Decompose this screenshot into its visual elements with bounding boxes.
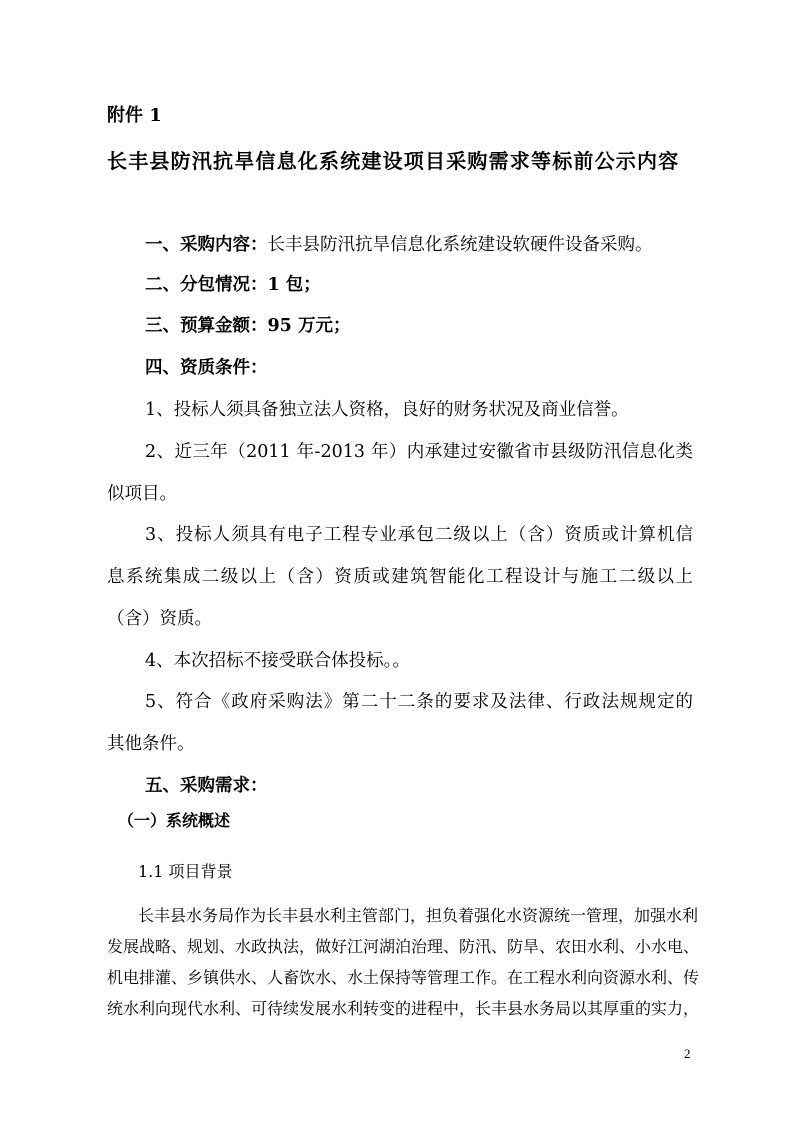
paragraph-line-1: 长丰县水务局作为长丰县水利主管部门，担负着强化水资源统一管理，加强水利 [138, 906, 699, 925]
section-text: 1 包； [267, 275, 321, 295]
section-text: 95 万元； [267, 316, 351, 336]
section-text: 长丰县防汛抗旱信息化系统建设软硬件设备采购。 [267, 235, 653, 255]
section-procurement-content [145, 233, 653, 257]
subsection-background-heading: 1.1 项目背景 [138, 862, 233, 881]
qualification-item-2-line-1: 2、近三年（2011 年-2013 年）内承建过安徽省市县级防汛信息化类 [145, 442, 693, 462]
qualification-item-3-line-3: （含）资质。 [107, 609, 212, 629]
qualification-item-3-line-1: 3、投标人须具有电子工程专业承包二级以上（含）资质或计算机信 [145, 525, 693, 545]
document-title: 长丰县防汛抗旱信息化系统建设项目采购需求等标前公示内容 [107, 149, 680, 173]
section-label: 二、分包情况： [145, 275, 268, 295]
qualification-item-5-line-2: 其他条件。 [107, 734, 195, 754]
section-qualification-heading: 四、资质条件： [145, 358, 268, 378]
section-budget [145, 314, 350, 338]
page-number: 2 [684, 1046, 691, 1061]
section-package [145, 273, 321, 297]
qualification-item-4: 4、本次招标不接受联合体投标。。 [145, 651, 410, 671]
paragraph-line-2: 发展战略、规划、水政执法，做好江河湖泊治理、防汛、防旱、农田水利、小水电、 [107, 937, 700, 956]
paragraph-line-4: 统水利向现代水利、可待续发展水利转变的进程中，长丰县水务局以其厚重的实力， [107, 999, 700, 1018]
section-label: 三、预算金额： [145, 316, 268, 336]
qualification-item-1: 1、投标人须具备独立法人资格，良好的财务状况及商业信誉。 [145, 400, 629, 420]
attachment-label: 附件 1 [107, 105, 162, 126]
paragraph-line-3: 机电排灌、乡镇供水、人畜饮水、水土保持等管理工作。在工程水利向资源水利、传 [107, 968, 700, 987]
qualification-item-2-line-2: 似项目。 [107, 484, 177, 504]
subsection-overview-heading: （一）系统概述 [118, 811, 231, 830]
qualification-item-3-line-2: 息系统集成二级以上（含）资质或建筑智能化工程设计与施工二级以上 [107, 567, 693, 587]
section-requirements-heading: 五、采购需求： [145, 776, 268, 796]
qualification-item-5-line-1: 5、符合《政府采购法》第二十二条的要求及法律、行政法规规定的 [145, 692, 693, 712]
section-label: 一、采购内容： [145, 235, 268, 255]
